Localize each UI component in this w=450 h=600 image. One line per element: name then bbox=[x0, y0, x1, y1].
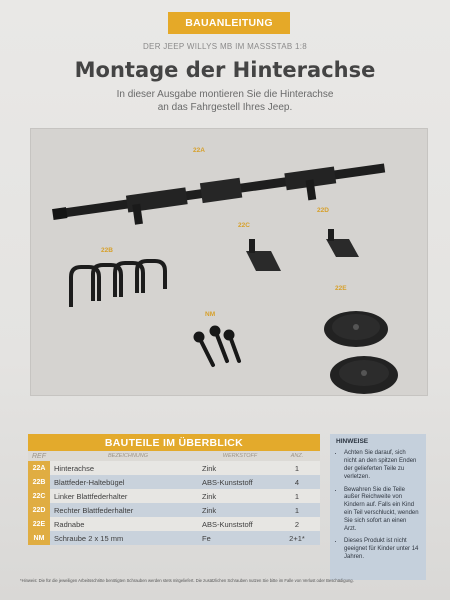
page-title: Montage der Hinterachse bbox=[74, 58, 376, 82]
row-ref: 22E bbox=[28, 517, 50, 531]
table-row bbox=[28, 489, 320, 503]
col-ref: REF bbox=[32, 452, 46, 460]
row-material: Zink bbox=[202, 505, 217, 515]
table-row bbox=[28, 475, 320, 489]
right-spring-mount-part bbox=[326, 229, 359, 257]
hint-item: • Dieses Produkt ist nicht geeignet für Kinder unter 14 Jahren. bbox=[344, 538, 420, 561]
row-name: Hinterachse bbox=[54, 463, 95, 473]
label-22a: 22A bbox=[193, 147, 205, 154]
row-quantity: 4 bbox=[294, 477, 300, 487]
row-name: Linker Blattfederhalter bbox=[54, 491, 128, 501]
hints-list bbox=[336, 450, 420, 561]
label-22c: 22C bbox=[238, 222, 250, 229]
parts-illustration bbox=[31, 129, 427, 395]
row-quantity: 1 bbox=[294, 491, 300, 501]
table-row bbox=[28, 517, 320, 531]
parts-photo bbox=[30, 128, 428, 396]
row-material: ABS-Kunststoff bbox=[202, 477, 253, 487]
label-nm: NM bbox=[205, 311, 216, 318]
col-description: BEZEICHNUNG bbox=[107, 453, 149, 459]
row-ref: 22C bbox=[28, 489, 50, 503]
col-material: WERKSTOFF bbox=[222, 453, 258, 459]
parts-table-column-headers bbox=[28, 451, 320, 461]
row-ref: NM bbox=[28, 531, 50, 545]
row-quantity: 1 bbox=[294, 463, 300, 473]
table-row bbox=[28, 461, 320, 475]
parts-table-title: BAUTEILE IM ÜBERBLICK bbox=[28, 434, 320, 451]
row-material: Fe bbox=[202, 533, 211, 543]
left-spring-mount-part bbox=[246, 239, 281, 271]
row-quantity: 2 bbox=[294, 519, 300, 529]
row-name: Blattfeder-Haltebügel bbox=[54, 477, 125, 487]
label-22b: 22B bbox=[101, 247, 113, 254]
label-22e: 22E bbox=[335, 285, 347, 292]
hint-item: • Achten Sie darauf, sich nicht an den spitzen Enden der gelieferten Teile zu verletzen. bbox=[344, 450, 420, 481]
row-name: Schraube 2 x 15 mm bbox=[54, 533, 124, 543]
row-ref: 22A bbox=[28, 461, 50, 475]
row-quantity: 1 bbox=[294, 505, 300, 515]
spring-brackets-part bbox=[71, 261, 165, 307]
row-name: Rechter Blattfederhalter bbox=[54, 505, 134, 515]
row-quantity: 2+1* bbox=[289, 533, 305, 543]
rear-axle-part bbox=[51, 158, 387, 236]
intro-text bbox=[100, 89, 350, 114]
table-row bbox=[28, 531, 320, 545]
label-22d: 22D bbox=[317, 207, 329, 214]
intro-line-2: an das Fahrgestell Ihres Jeep. bbox=[157, 101, 293, 113]
section-tab: BAUANLEITUNG bbox=[168, 12, 290, 34]
row-ref: 22D bbox=[28, 503, 50, 517]
hints-title: HINWEISE bbox=[336, 438, 369, 445]
row-ref: 22B bbox=[28, 475, 50, 489]
intro-line-1: In dieser Ausgabe montieren Sie die Hinterachse bbox=[116, 89, 334, 100]
hints-box bbox=[330, 434, 426, 580]
parts-table bbox=[28, 434, 320, 545]
col-quantity: ANZ. bbox=[290, 453, 304, 459]
wheel-hubs-part bbox=[324, 311, 398, 394]
row-name: Radnabe bbox=[54, 519, 85, 529]
screws-part bbox=[194, 326, 239, 365]
row-material: Zink bbox=[202, 463, 217, 473]
series-line: DER JEEP WILLYS MB IM MASSSTAB 1:8 bbox=[142, 42, 308, 51]
row-material: Zink bbox=[202, 491, 217, 501]
row-material: ABS-Kunststoff bbox=[202, 519, 253, 529]
table-row bbox=[28, 503, 320, 517]
footnote: *Hinweis: Die für die jeweiligen Arbeitsschritte benötigten Schrauben werden stets mitgeliefert. Die zusätzlichen Schrauben nutzen Sie bitte im Falle von Verlust oder Beschädigung. bbox=[20, 578, 354, 583]
hint-item: • Bewahren Sie die Teile außer Reichweite von Kindern auf. Falls ein Kind ein Teil verschluckt, wenden Sie sich sofort an einen Arzt. bbox=[344, 487, 420, 534]
